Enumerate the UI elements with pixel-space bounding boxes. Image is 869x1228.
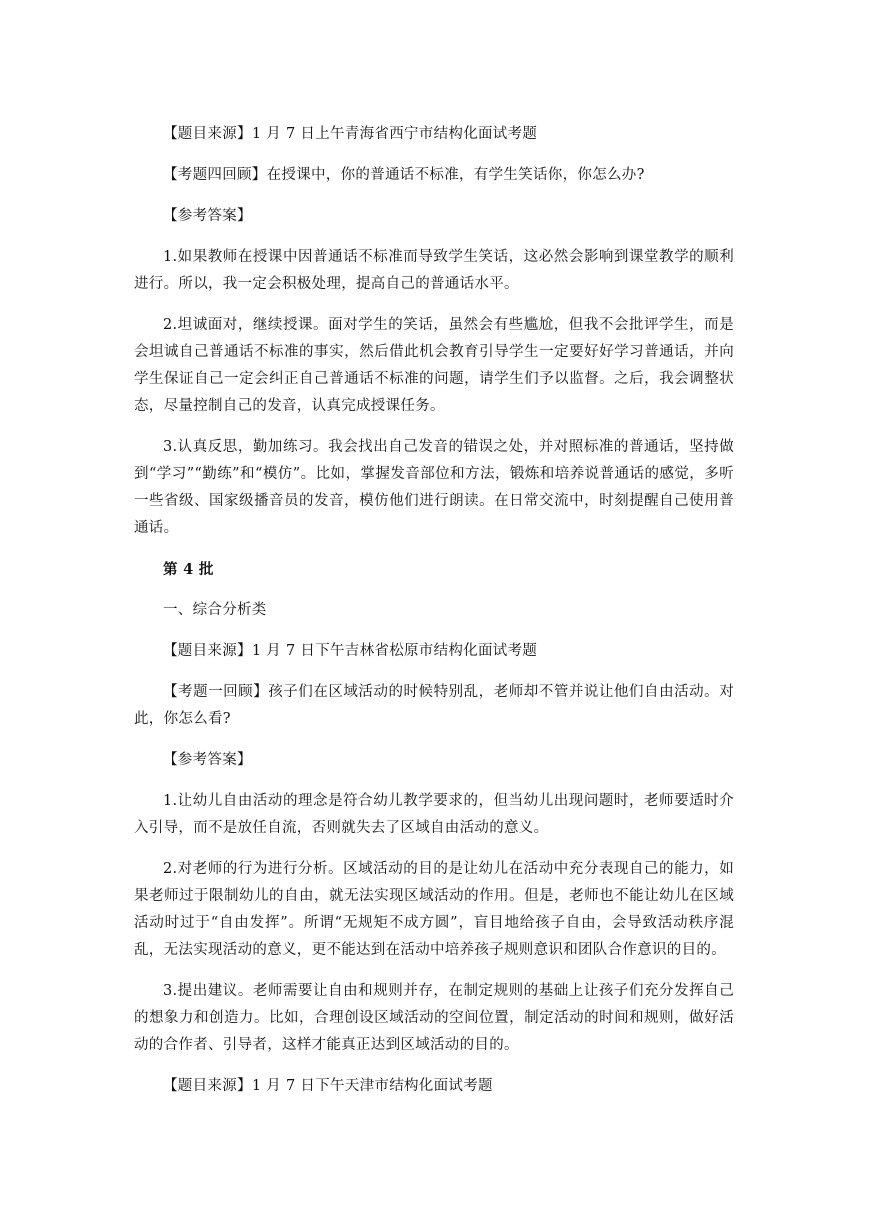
section-heading: 一、综合分析类 xyxy=(163,602,267,618)
answer-paragraph: 1.让幼儿自由活动的理念是符合幼儿教学要求的，但当幼儿出现问题时，老师要适时介入引导，而不是放任自流，否则就失去了区域自由活动的意义。 xyxy=(134,793,734,836)
answer-label: 【参考答案】 xyxy=(163,752,252,768)
source-label: 【题目来源】 xyxy=(163,643,252,659)
answer-label: 【参考答案】 xyxy=(163,208,252,224)
review-text: 孩子们在区域活动的时候特别乱，老师却不管并说让他们自由活动。对此，你怎么看? xyxy=(134,684,734,727)
source-label: 【题目来源】 xyxy=(163,126,252,142)
question-review xyxy=(134,679,734,733)
question-review xyxy=(134,162,734,189)
source-text: 1 月 7 日下午天津市结构化面试考题 xyxy=(251,1078,493,1094)
answer-heading xyxy=(134,203,734,230)
review-label: 【考题一回顾】 xyxy=(163,684,269,700)
answer-paragraph: 3.提出建议。老师需要让自由和规则并存，在制定规则的基础上让孩子们充分发挥自己的想象力和创造力。比如，合理创设区域活动的空间位置，制定活动的时间和规则，做好活动的合作者、引导者，这样才能真正达到区域活动的目的。 xyxy=(134,983,734,1053)
document-body xyxy=(134,121,734,1100)
answer-paragraph: 1.如果教师在授课中因普通话不标准而导致学生笑话，这必然会影响到课堂教学的顺利进行。所以，我一定会积极处理，提高自己的普通话水平。 xyxy=(134,249,734,292)
batch-heading: 第 4 批 xyxy=(163,561,214,578)
question-source xyxy=(134,1073,734,1100)
answer-heading xyxy=(134,747,734,774)
question-source xyxy=(134,638,734,665)
source-label: 【题目来源】 xyxy=(163,1078,252,1094)
answer-paragraph: 2.对老师的行为进行分析。区域活动的目的是让幼儿在活动中充分表现自己的能力，如果老师过于限制幼儿的自由，就无法实现区域活动的作用。但是，老师也不能让幼儿在区域活动时过于“自由发挥”。所谓“无规矩不成方圆”，盲目地给孩子自由，会导致活动秩序混乱，无法实现活动的意义，更不能达到在活动中培养孩子规则意识和团队合作意识的目的。 xyxy=(134,861,734,958)
review-text: 在授课中，你的普通话不标准，有学生笑话你，你怎么办? xyxy=(266,167,645,183)
source-text: 1 月 7 日下午吉林省松原市结构化面试考题 xyxy=(251,643,538,659)
review-label: 【考题四回顾】 xyxy=(163,167,267,183)
answer-paragraph: 2.坦诚面对，继续授课。面对学生的笑话，虽然会有些尴尬，但我不会批评学生，而是会坦诚自己普通话不标准的事实，然后借此机会教育引导学生一定要好好学习普通话，并向学生保证自己一定会纠正自己普通话不标准的问题，请学生们予以监督。之后，我会调整状态，尽量控制自己的发音，认真完成授课任务。 xyxy=(134,317,734,414)
question-source xyxy=(134,121,734,148)
source-text: 1 月 7 日上午青海省西宁市结构化面试考题 xyxy=(251,126,538,142)
answer-paragraph: 3.认真反思，勤加练习。我会找出自己发音的错误之处，并对照标准的普通话，坚持做到“学习”“勤练”和“模仿”。比如，掌握发音部位和方法，锻炼和培养说普通话的感觉，多听一些省级、国家级播音员的发音，模仿他们进行朗读。在日常交流中，时刻提醒自己使用普通话。 xyxy=(134,439,734,536)
